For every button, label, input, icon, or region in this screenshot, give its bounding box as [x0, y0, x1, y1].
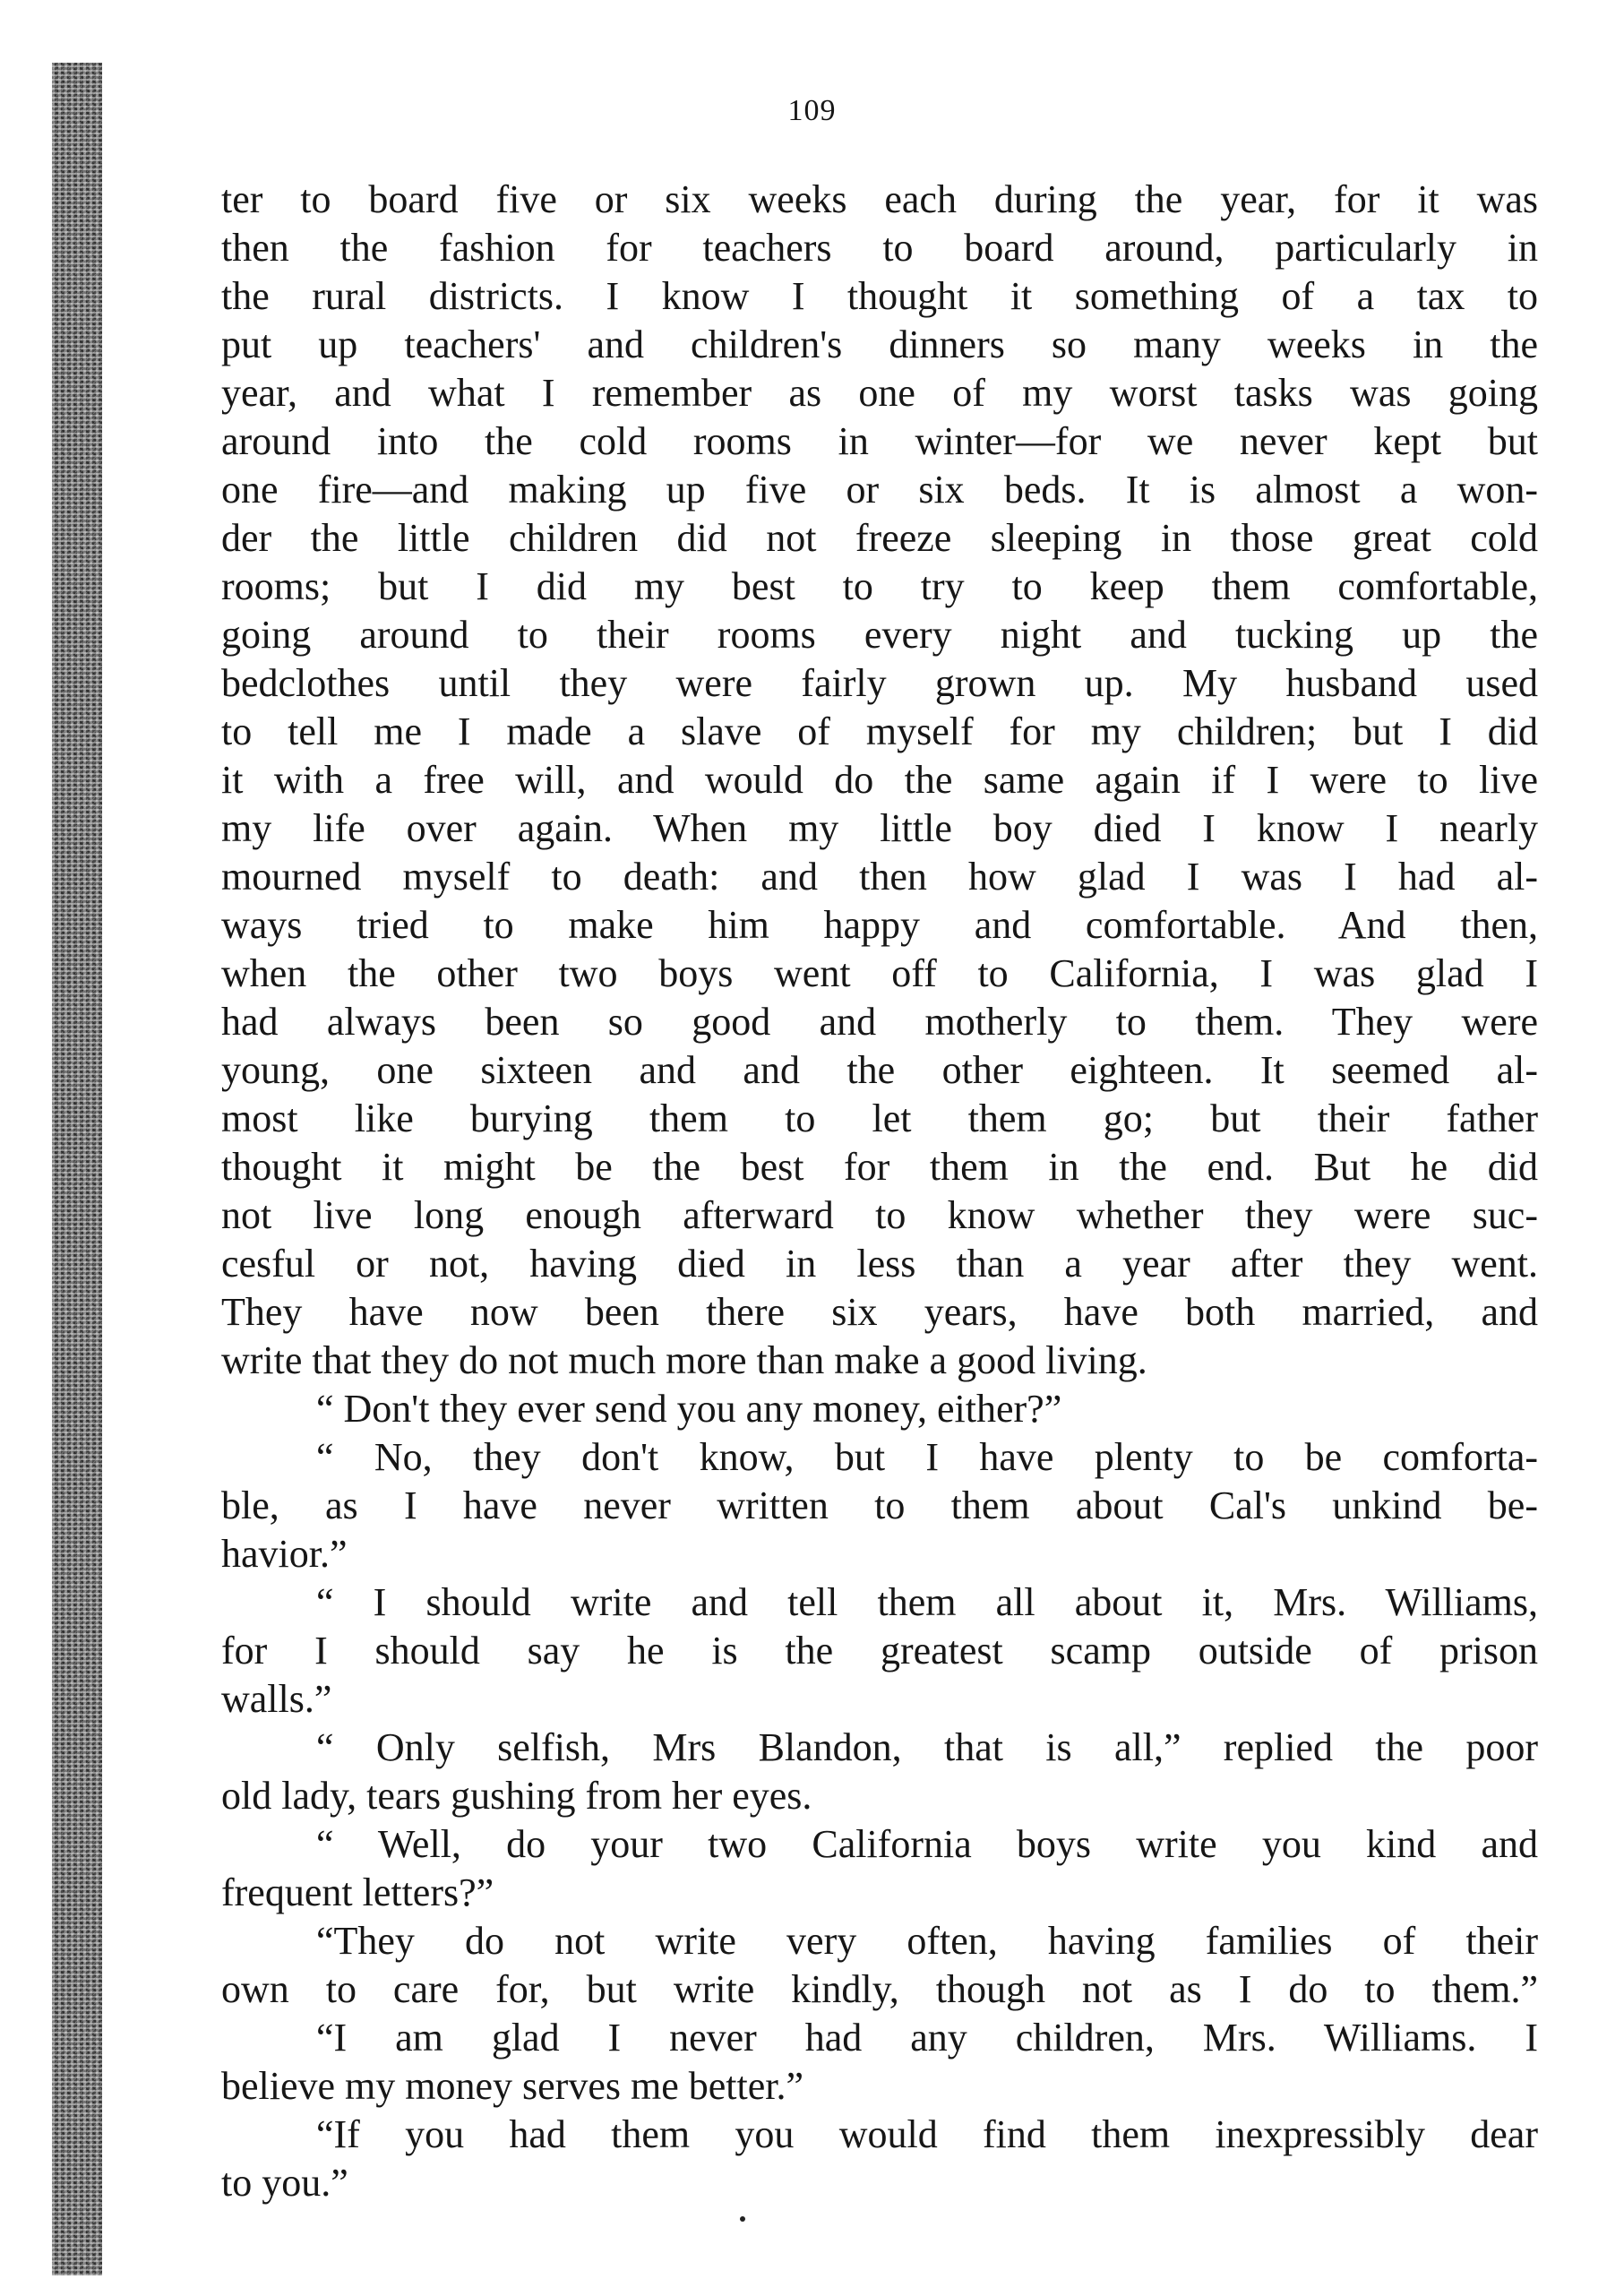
page-number: 109 [787, 94, 837, 127]
text-line: one fire—and making up five or six beds. It is almost a won- [221, 468, 1538, 512]
text-line: frequent letters?” [221, 1870, 494, 1914]
text-line: most like burying them to let them go; but their father [221, 1096, 1538, 1140]
text-line: to tell me I made a slave of myself for my children; but I did [221, 709, 1538, 753]
text-line: for I should say he is the greatest scamp outside of prison [221, 1629, 1538, 1673]
text-line: not live long enough afterward to know whether they were suc- [221, 1193, 1538, 1237]
text-line: thought it might be the best for them in the end. But he did [221, 1145, 1538, 1189]
text-line: believe my money serves me better.” [221, 2064, 803, 2108]
text-line: to you.” [221, 2161, 348, 2205]
text-line: going around to their rooms every night and tucking up the [221, 613, 1538, 657]
text-line: had always been so good and motherly to them. They were [221, 1000, 1538, 1044]
dialogue-line: “ Don't they ever send you any money, either?” [316, 1387, 1062, 1431]
text-line: my life over again. When my little boy died I know I nearly [221, 806, 1538, 850]
text-line: ble, as I have never written to them about Cal's unkind be- [221, 1483, 1538, 1527]
text-line: They have now been there six years, have both married, and [221, 1290, 1538, 1334]
text-line: ways tried to make him happy and comfortable. And then, [221, 903, 1538, 947]
text-line: it with a free will, and would do the same again if I were to live [221, 758, 1538, 802]
text-line: then the fashion for teachers to board around, particularly in [221, 226, 1538, 270]
text-line: walls.” [221, 1677, 332, 1721]
text-line: the rural districts. I know I thought it something of a tax to [221, 274, 1538, 318]
body-text [221, 176, 1538, 2207]
text-line: havior.” [221, 1532, 348, 1576]
text-line: ter to board five or six weeks each during the year, for it was [221, 177, 1538, 221]
dialogue-line: “I am glad I never had any children, Mrs. Williams. I [316, 2016, 1538, 2060]
text-line: rooms; but I did my best to try to keep them comfortable, [221, 564, 1538, 608]
print-speck [740, 2216, 745, 2222]
text-line: young, one sixteen and and the other eighteen. It seemed al- [221, 1048, 1538, 1092]
text-line: around into the cold rooms in winter—for we never kept but [221, 419, 1538, 463]
dialogue-line: “ No, they don't know, but I have plenty to be comforta- [316, 1435, 1538, 1479]
text-line: mourned myself to death: and then how glad I was I had al- [221, 855, 1538, 899]
text-line: cesful or not, having died in less than a year after they went. [221, 1242, 1538, 1286]
text-line: when the other two boys went off to California, I was glad I [221, 951, 1538, 995]
dialogue-line: “If you had them you would find them inexpressibly dear [316, 2112, 1538, 2156]
dialogue-line: “ Well, do your two California boys write you kind and [316, 1822, 1538, 1866]
text-line: old lady, tears gushing from her eyes. [221, 1774, 812, 1818]
dialogue-line: “They do not write very often, having families of their [316, 1919, 1538, 1963]
text-line: own to care for, but write kindly, though not as I do to them.” [221, 1967, 1538, 2011]
text-line: put up teachers' and children's dinners so many weeks in the [221, 322, 1538, 366]
text-line: year, and what I remember as one of my worst tasks was going [221, 371, 1538, 415]
text-line: write that they do not much more than make a good living. [221, 1338, 1147, 1382]
dialogue-line: “ I should write and tell them all about it, Mrs. Williams, [316, 1580, 1538, 1624]
text-line: bedclothes until they were fairly grown up. My husband used [221, 661, 1538, 705]
book-binding-edge [52, 63, 102, 2275]
text-line: der the little children did not freeze sleeping in those great cold [221, 516, 1538, 560]
dialogue-line: “ Only selfish, Mrs Blandon, that is all,” replied the poor [316, 1725, 1538, 1769]
